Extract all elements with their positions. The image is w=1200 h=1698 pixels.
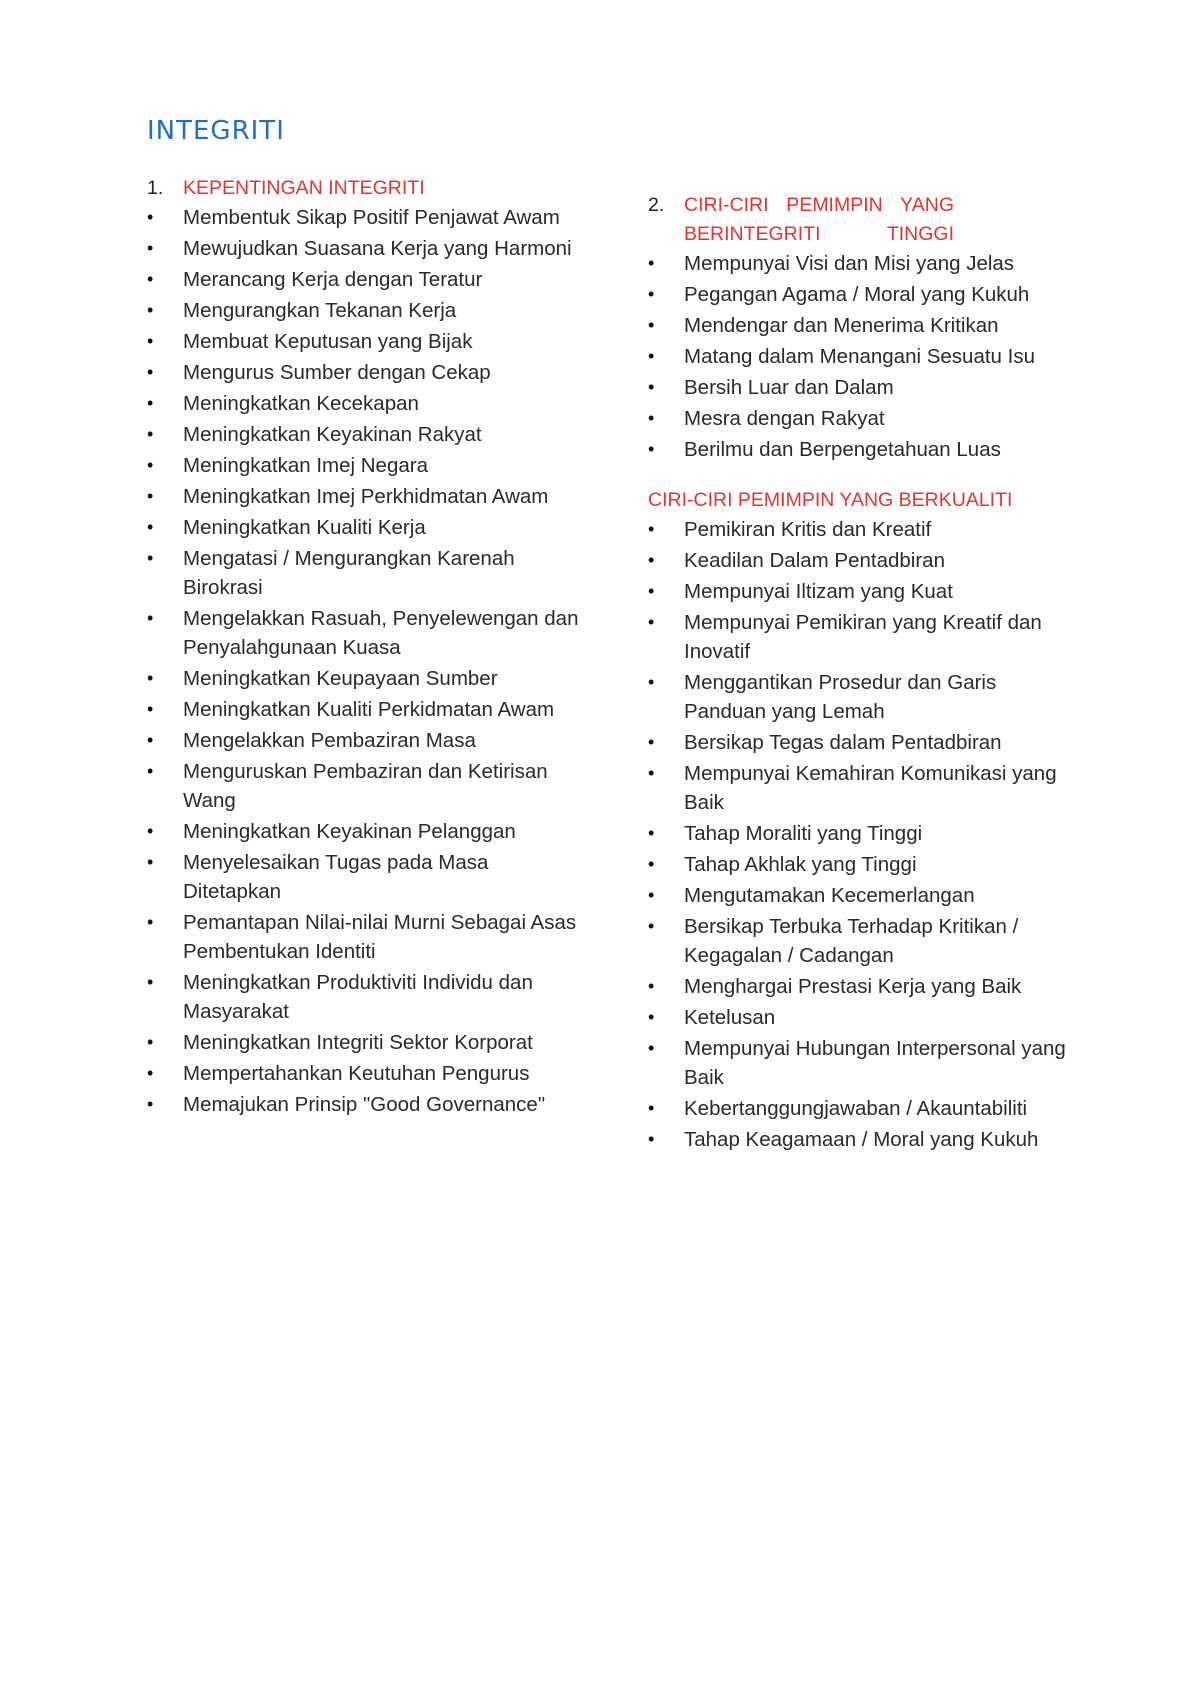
list-item: [648, 1094, 1068, 1123]
bullet-icon: •: [648, 408, 655, 428]
list-item: [648, 515, 1068, 544]
list-item: [648, 881, 1068, 910]
bullet-icon: •: [648, 732, 655, 752]
bullet-icon: •: [147, 269, 154, 289]
bullet-icon: •: [648, 976, 655, 996]
bullet-icon: •: [147, 393, 154, 413]
list-item: [147, 757, 587, 815]
list-item-text: Tahap Moraliti yang Tinggi: [684, 822, 923, 845]
bullet-icon: •: [648, 854, 655, 874]
bullet-icon: •: [147, 455, 154, 475]
list-item: [648, 435, 1068, 464]
quality-leader-heading: CIRI-CIRI PEMIMPIN YANG BERKUALITI: [648, 489, 1013, 511]
list-item: [147, 513, 587, 542]
bullet-icon: •: [147, 207, 154, 227]
quality-leader-list: [648, 515, 1068, 1154]
list-item-text: Memajukan Prinsip "Good Governance": [183, 1093, 546, 1116]
list-item-text: Mengutamakan Kecemerlangan: [684, 884, 975, 907]
bullet-icon: •: [147, 362, 154, 382]
section-2-title: CIRI-CIRI PEMIMPIN YANG BERINTEGRITI TINGGI: [684, 194, 954, 245]
list-item-text: Meningkatkan Produktiviti Individu dan Masyarakat: [183, 971, 533, 1023]
list-item: [147, 234, 587, 263]
list-item-text: Meningkatkan Keupayaan Sumber: [183, 667, 498, 690]
list-item: [147, 968, 587, 1026]
bullet-icon: •: [147, 972, 154, 992]
list-item: [147, 389, 587, 418]
list-item: [147, 604, 587, 662]
list-item-text: Tahap Keagamaan / Moral yang Kukuh: [684, 1128, 1039, 1151]
list-item: [648, 342, 1068, 371]
importance-list: [147, 203, 587, 1119]
list-item-text: Pegangan Agama / Moral yang Kukuh: [684, 283, 1030, 306]
bullet-icon: •: [648, 439, 655, 459]
list-item: [147, 695, 587, 724]
bullet-icon: •: [648, 519, 655, 539]
bullet-icon: •: [648, 377, 655, 397]
list-item-text: Mempunyai Visi dan Misi yang Jelas: [684, 252, 1015, 275]
list-item: [648, 546, 1068, 575]
list-item: [147, 1028, 587, 1057]
list-item-text: Berilmu dan Berpengetahuan Luas: [684, 438, 1001, 461]
bullet-icon: •: [147, 548, 154, 568]
list-item: [147, 1059, 587, 1088]
bullet-icon: •: [648, 1098, 655, 1118]
list-item-text: Mempunyai Kemahiran Komunikasi yang Baik: [684, 762, 1057, 814]
list-item: [147, 544, 587, 602]
list-item-text: Mengatasi / Mengurangkan Karenah Birokrasi: [183, 547, 515, 599]
list-item-text: Mempunyai Pemikiran yang Kreatif dan Inovatif: [684, 611, 1042, 663]
bullet-icon: •: [648, 253, 655, 273]
bullet-icon: •: [147, 331, 154, 351]
section-1-title: KEPENTINGAN INTEGRITI: [183, 177, 425, 199]
list-item: [147, 451, 587, 480]
list-item: [147, 817, 587, 846]
list-item-text: Mengurus Sumber dengan Cekap: [183, 361, 491, 384]
list-item-text: Bersih Luar dan Dalam: [684, 376, 894, 399]
left-column: [147, 174, 587, 1121]
list-item: [648, 311, 1068, 340]
bullet-icon: •: [648, 763, 655, 783]
list-item: [147, 908, 587, 966]
list-item: [648, 404, 1068, 433]
list-item-text: Mewujudkan Suasana Kerja yang Harmoni: [183, 237, 572, 260]
section-2-heading: [648, 191, 1068, 249]
bullet-icon: •: [648, 612, 655, 632]
list-item-text: Mempunyai Iltizam yang Kuat: [684, 580, 953, 603]
list-item-text: Mendengar dan Menerima Kritikan: [684, 314, 999, 337]
list-item-text: Meningkatkan Integriti Sektor Korporat: [183, 1031, 533, 1054]
list-item-text: Meningkatkan Imej Perkhidmatan Awam: [183, 485, 549, 508]
list-item: [147, 848, 587, 906]
bullet-icon: •: [648, 581, 655, 601]
list-item: [147, 420, 587, 449]
list-item: [648, 608, 1068, 666]
list-item-text: Tahap Akhlak yang Tinggi: [684, 853, 917, 876]
list-item-text: Membentuk Sikap Positif Penjawat Awam: [183, 206, 560, 229]
list-item: [648, 373, 1068, 402]
list-item: [147, 327, 587, 356]
bullet-icon: •: [147, 912, 154, 932]
bullet-icon: •: [648, 823, 655, 843]
list-item-text: Meningkatkan Imej Negara: [183, 454, 428, 477]
list-item: [648, 1034, 1068, 1092]
bullet-icon: •: [648, 672, 655, 692]
bullet-icon: •: [648, 550, 655, 570]
list-item-text: Keadilan Dalam Pentadbiran: [684, 549, 945, 572]
bullet-icon: •: [648, 1007, 655, 1027]
list-item-text: Pemikiran Kritis dan Kreatif: [684, 518, 932, 541]
list-item: [648, 249, 1068, 278]
list-item-text: Meningkatkan Keyakinan Rakyat: [183, 423, 482, 446]
page-title: INTEGRITI: [147, 116, 285, 146]
list-item: [648, 972, 1068, 1001]
list-item-text: Mesra dengan Rakyat: [684, 407, 885, 430]
list-item: [147, 1090, 587, 1119]
bullet-icon: •: [147, 730, 154, 750]
list-item-text: Meningkatkan Keyakinan Pelanggan: [183, 820, 516, 843]
list-item: [648, 912, 1068, 970]
list-item-text: Menggantikan Prosedur dan Garis Panduan yang Lemah: [684, 671, 997, 723]
list-item-text: Bersikap Terbuka Terhadap Kritikan / Kegagalan / Cadangan: [684, 915, 1019, 967]
list-item-text: Bersikap Tegas dalam Pentadbiran: [684, 731, 1002, 754]
bullet-icon: •: [648, 1129, 655, 1149]
list-item-text: Meningkatkan Kualiti Perkidmatan Awam: [183, 698, 555, 721]
bullet-icon: •: [648, 1038, 655, 1058]
bullet-icon: •: [648, 916, 655, 936]
list-item-text: Kebertanggungjawaban / Akauntabiliti: [684, 1097, 1028, 1120]
list-item-text: Matang dalam Menangani Sesuatu Isu: [684, 345, 1036, 368]
list-item-text: Mengelakkan Rasuah, Penyelewengan dan Penyalahgunaan Kuasa: [183, 607, 579, 659]
list-item: [147, 203, 587, 232]
list-item-text: Merancang Kerja dengan Teratur: [183, 268, 483, 291]
list-item: [648, 728, 1068, 757]
list-item-text: Meningkatkan Kecekapan: [183, 392, 419, 415]
bullet-icon: •: [648, 284, 655, 304]
bullet-icon: •: [147, 238, 154, 258]
list-item-text: Meningkatkan Kualiti Kerja: [183, 516, 426, 539]
bullet-icon: •: [147, 424, 154, 444]
bullet-icon: •: [147, 1032, 154, 1052]
list-item: [147, 296, 587, 325]
list-item-text: Mempunyai Hubungan Interpersonal yang Baik: [684, 1037, 1066, 1089]
right-column: [648, 191, 1068, 1156]
list-item: [648, 1003, 1068, 1032]
list-item: [648, 668, 1068, 726]
integrity-leader-list: [648, 249, 1068, 464]
list-item: [648, 759, 1068, 817]
bullet-icon: •: [147, 668, 154, 688]
list-item-text: Mengurangkan Tekanan Kerja: [183, 299, 457, 322]
bullet-icon: •: [147, 486, 154, 506]
list-item: [147, 726, 587, 755]
list-item: [648, 280, 1068, 309]
section-2-number: 2.: [648, 194, 665, 216]
bullet-icon: •: [147, 821, 154, 841]
bullet-icon: •: [147, 1094, 154, 1114]
list-item-text: Ketelusan: [684, 1006, 776, 1029]
list-item-text: Menguruskan Pembaziran dan Ketirisan Wang: [183, 760, 548, 812]
bullet-icon: •: [147, 761, 154, 781]
bullet-icon: •: [648, 346, 655, 366]
list-item: [648, 850, 1068, 879]
bullet-icon: •: [648, 885, 655, 905]
list-item-text: Mempertahankan Keutuhan Pengurus: [183, 1062, 530, 1085]
bullet-icon: •: [147, 852, 154, 872]
list-item: [147, 265, 587, 294]
bullet-icon: •: [147, 608, 154, 628]
list-item: [147, 664, 587, 693]
bullet-icon: •: [147, 300, 154, 320]
bullet-icon: •: [147, 1063, 154, 1083]
list-item-text: Pemantapan Nilai-nilai Murni Sebagai Asas Pembentukan Identiti: [183, 911, 577, 963]
list-item-text: Membuat Keputusan yang Bijak: [183, 330, 473, 353]
list-item: [147, 358, 587, 387]
list-item: [648, 1125, 1068, 1154]
bullet-icon: •: [648, 315, 655, 335]
section-1-heading: [147, 174, 587, 203]
list-item: [648, 577, 1068, 606]
list-item-text: Mengelakkan Pembaziran Masa: [183, 729, 476, 752]
section-1-number: 1.: [147, 177, 164, 199]
list-item: [648, 819, 1068, 848]
bullet-icon: •: [147, 517, 154, 537]
list-item: [147, 482, 587, 511]
bullet-icon: •: [147, 699, 154, 719]
list-item-text: Menghargai Prestasi Kerja yang Baik: [684, 975, 1022, 998]
list-item-text: Menyelesaikan Tugas pada Masa Ditetapkan: [183, 851, 489, 903]
